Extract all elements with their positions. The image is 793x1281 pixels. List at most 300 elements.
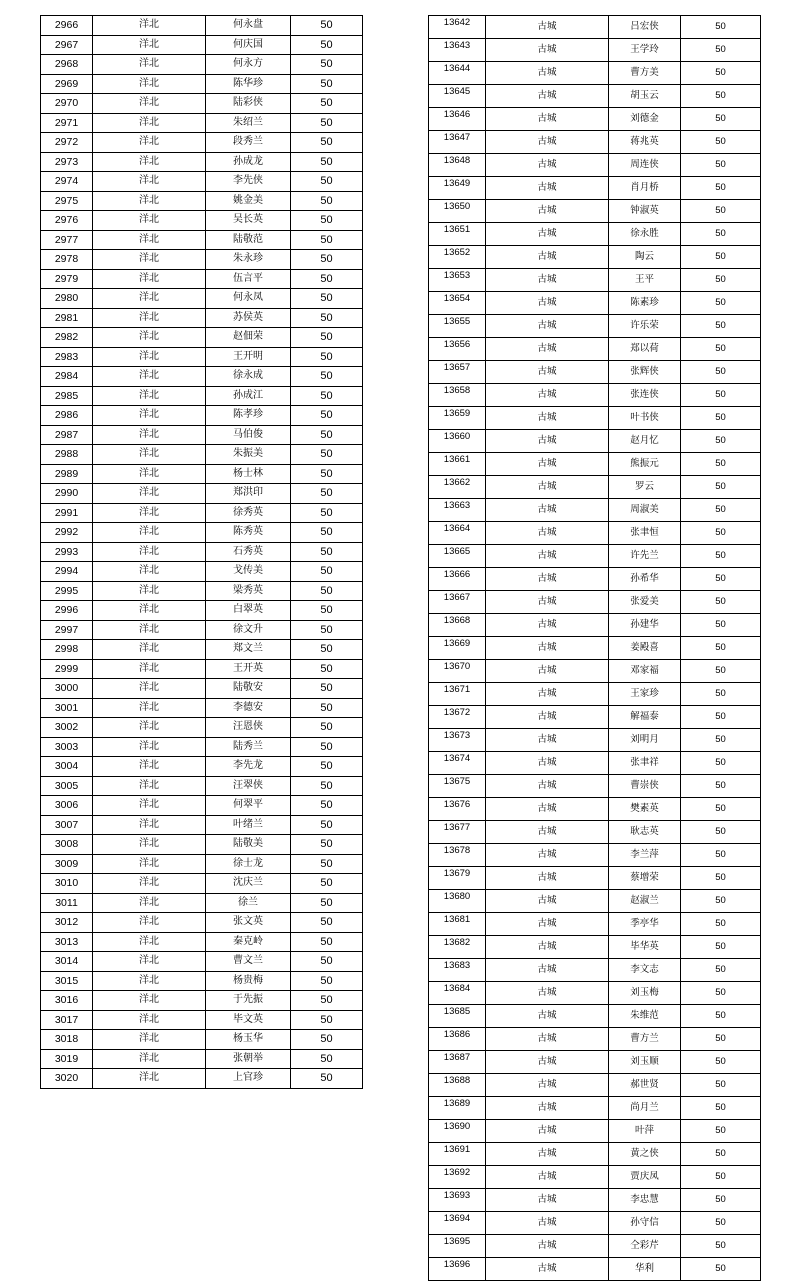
village-cell: 洋北 (93, 289, 206, 309)
person-name-cell: 叶绪兰 (206, 815, 291, 835)
table-row (429, 1143, 761, 1166)
row-id-cell: 3011 (41, 893, 93, 913)
table-row (429, 913, 761, 936)
amount-cell: 50 (681, 959, 761, 982)
village-cell: 古城 (486, 637, 609, 660)
row-id-cell: 3010 (41, 874, 93, 894)
village-cell: 洋北 (93, 952, 206, 972)
village-cell: 古城 (486, 407, 609, 430)
village-cell: 古城 (486, 706, 609, 729)
amount-cell: 50 (681, 39, 761, 62)
village-cell: 古城 (486, 223, 609, 246)
table-row (429, 1189, 761, 1212)
table-row (429, 1097, 761, 1120)
table-row (41, 113, 363, 133)
amount-cell: 50 (291, 152, 363, 172)
table-row (41, 484, 363, 504)
village-cell: 洋北 (93, 484, 206, 504)
table-row (429, 844, 761, 867)
village-cell: 古城 (486, 660, 609, 683)
village-cell: 古城 (486, 545, 609, 568)
table-row (429, 338, 761, 361)
row-id-cell: 3017 (41, 1010, 93, 1030)
person-name-cell: 华利 (609, 1258, 681, 1281)
village-cell: 洋北 (93, 542, 206, 562)
person-name-cell: 徐永胜 (609, 223, 681, 246)
table-row (429, 200, 761, 223)
table-row (41, 601, 363, 621)
person-name-cell: 王学玲 (609, 39, 681, 62)
person-name-cell: 张文英 (206, 913, 291, 933)
person-name-cell: 蔡增荣 (609, 867, 681, 890)
person-name-cell: 苏侯英 (206, 308, 291, 328)
person-name-cell: 吕宏侠 (609, 16, 681, 39)
table-row (429, 821, 761, 844)
row-id-cell: 13646 (429, 108, 486, 131)
table-row (41, 386, 363, 406)
row-id-cell: 2992 (41, 523, 93, 543)
village-cell: 古城 (486, 315, 609, 338)
person-name-cell: 朱维范 (609, 1005, 681, 1028)
row-id-cell: 3004 (41, 757, 93, 777)
village-cell: 古城 (486, 936, 609, 959)
table-row (41, 776, 363, 796)
amount-cell: 50 (681, 246, 761, 269)
amount-cell: 50 (291, 113, 363, 133)
table-row (429, 154, 761, 177)
row-id-cell: 13683 (429, 959, 486, 982)
village-cell: 古城 (486, 729, 609, 752)
table-row (41, 1049, 363, 1069)
amount-cell: 50 (291, 874, 363, 894)
village-cell: 古城 (486, 890, 609, 913)
table-row (429, 867, 761, 890)
village-cell: 洋北 (93, 620, 206, 640)
amount-cell: 50 (681, 545, 761, 568)
amount-cell: 50 (681, 476, 761, 499)
table-row (429, 246, 761, 269)
table-row (429, 292, 761, 315)
row-id-cell: 13693 (429, 1189, 486, 1212)
row-id-cell: 2984 (41, 367, 93, 387)
person-name-cell: 毕华英 (609, 936, 681, 959)
table-row (41, 1010, 363, 1030)
person-name-cell: 伍言平 (206, 269, 291, 289)
person-name-cell: 陶云 (609, 246, 681, 269)
row-id-cell: 3003 (41, 737, 93, 757)
table-row (429, 108, 761, 131)
row-id-cell: 2996 (41, 601, 93, 621)
village-cell: 古城 (486, 1074, 609, 1097)
row-id-cell: 13696 (429, 1258, 486, 1281)
table-row (429, 62, 761, 85)
person-name-cell: 李德安 (206, 698, 291, 718)
amount-cell: 50 (681, 338, 761, 361)
row-id-cell: 13681 (429, 913, 486, 936)
row-id-cell: 13648 (429, 154, 486, 177)
person-name-cell: 孙守信 (609, 1212, 681, 1235)
table-row (41, 445, 363, 465)
village-cell: 洋北 (93, 679, 206, 699)
table-row (429, 591, 761, 614)
person-name-cell: 罗云 (609, 476, 681, 499)
village-cell: 洋北 (93, 191, 206, 211)
amount-cell: 50 (291, 893, 363, 913)
table-row (429, 683, 761, 706)
row-id-cell: 2982 (41, 328, 93, 348)
amount-cell: 50 (681, 223, 761, 246)
row-id-cell: 13667 (429, 591, 486, 614)
amount-cell: 50 (291, 328, 363, 348)
table-row (429, 637, 761, 660)
person-name-cell: 张聿祥 (609, 752, 681, 775)
amount-cell: 50 (291, 347, 363, 367)
row-id-cell: 13691 (429, 1143, 486, 1166)
person-name-cell: 周连侠 (609, 154, 681, 177)
table-row (429, 752, 761, 775)
amount-cell: 50 (291, 308, 363, 328)
amount-cell: 50 (681, 407, 761, 430)
person-name-cell: 肖月桥 (609, 177, 681, 200)
person-name-cell: 蒋兆英 (609, 131, 681, 154)
table-row (41, 347, 363, 367)
row-id-cell: 13663 (429, 499, 486, 522)
village-cell: 古城 (486, 430, 609, 453)
person-name-cell: 王平 (609, 269, 681, 292)
table-row (41, 679, 363, 699)
row-id-cell: 3016 (41, 991, 93, 1011)
village-cell: 古城 (486, 39, 609, 62)
amount-cell: 50 (291, 737, 363, 757)
village-cell: 古城 (486, 821, 609, 844)
row-id-cell: 3005 (41, 776, 93, 796)
row-id-cell: 13662 (429, 476, 486, 499)
table-row (429, 315, 761, 338)
row-id-cell: 13675 (429, 775, 486, 798)
table-row (429, 384, 761, 407)
table-row (429, 269, 761, 292)
village-cell: 古城 (486, 1005, 609, 1028)
village-cell: 洋北 (93, 406, 206, 426)
table-row (429, 890, 761, 913)
table-row (429, 16, 761, 39)
table-row (41, 367, 363, 387)
amount-cell: 50 (681, 1074, 761, 1097)
row-id-cell: 13653 (429, 269, 486, 292)
village-cell: 洋北 (93, 94, 206, 114)
person-name-cell: 黄之侠 (609, 1143, 681, 1166)
amount-cell: 50 (681, 798, 761, 821)
person-name-cell: 陆敬安 (206, 679, 291, 699)
village-cell: 洋北 (93, 874, 206, 894)
row-id-cell: 2974 (41, 172, 93, 192)
amount-cell: 50 (681, 683, 761, 706)
amount-cell: 50 (291, 269, 363, 289)
table-row (41, 94, 363, 114)
person-name-cell: 徐秀英 (206, 503, 291, 523)
row-id-cell: 2969 (41, 74, 93, 94)
row-id-cell: 13645 (429, 85, 486, 108)
person-name-cell: 赵月忆 (609, 430, 681, 453)
village-cell: 洋北 (93, 1030, 206, 1050)
amount-cell: 50 (291, 796, 363, 816)
person-name-cell: 叶书侠 (609, 407, 681, 430)
amount-cell: 50 (681, 361, 761, 384)
table-row (429, 936, 761, 959)
amount-cell: 50 (291, 835, 363, 855)
person-name-cell: 许先兰 (609, 545, 681, 568)
row-id-cell: 2991 (41, 503, 93, 523)
table-row (41, 698, 363, 718)
amount-cell: 50 (291, 1030, 363, 1050)
table-row (429, 407, 761, 430)
row-id-cell: 13694 (429, 1212, 486, 1235)
person-name-cell: 刘玉梅 (609, 982, 681, 1005)
village-cell: 洋北 (93, 464, 206, 484)
table-row (429, 430, 761, 453)
table-row (429, 545, 761, 568)
table-row (41, 74, 363, 94)
row-id-cell: 13678 (429, 844, 486, 867)
village-cell: 洋北 (93, 367, 206, 387)
row-id-cell: 3020 (41, 1069, 93, 1089)
row-id-cell: 13686 (429, 1028, 486, 1051)
village-cell: 古城 (486, 1097, 609, 1120)
village-cell: 洋北 (93, 601, 206, 621)
amount-cell: 50 (681, 154, 761, 177)
village-cell: 洋北 (93, 776, 206, 796)
table-row (41, 874, 363, 894)
row-id-cell: 3001 (41, 698, 93, 718)
person-name-cell: 曹方兰 (609, 1028, 681, 1051)
row-id-cell: 13661 (429, 453, 486, 476)
person-name-cell: 曹方美 (609, 62, 681, 85)
person-name-cell: 仝彩芹 (609, 1235, 681, 1258)
row-id-cell: 2986 (41, 406, 93, 426)
table-row (429, 1212, 761, 1235)
row-id-cell: 2975 (41, 191, 93, 211)
right-roster-table (428, 15, 761, 1281)
row-id-cell: 13688 (429, 1074, 486, 1097)
amount-cell: 50 (291, 562, 363, 582)
table-row (41, 640, 363, 660)
person-name-cell: 邓家福 (609, 660, 681, 683)
person-name-cell: 刘明月 (609, 729, 681, 752)
village-cell: 洋北 (93, 347, 206, 367)
person-name-cell: 张朝举 (206, 1049, 291, 1069)
row-id-cell: 2972 (41, 133, 93, 153)
village-cell: 洋北 (93, 16, 206, 36)
amount-cell: 50 (291, 367, 363, 387)
row-id-cell: 13650 (429, 200, 486, 223)
village-cell: 洋北 (93, 152, 206, 172)
village-cell: 古城 (486, 522, 609, 545)
person-name-cell: 李先侠 (206, 172, 291, 192)
row-id-cell: 2997 (41, 620, 93, 640)
table-row (41, 757, 363, 777)
table-row (429, 361, 761, 384)
village-cell: 古城 (486, 384, 609, 407)
row-id-cell: 2990 (41, 484, 93, 504)
village-cell: 洋北 (93, 211, 206, 231)
row-id-cell: 2966 (41, 16, 93, 36)
table-row (41, 796, 363, 816)
table-row (429, 1028, 761, 1051)
table-row (41, 952, 363, 972)
amount-cell: 50 (291, 425, 363, 445)
table-row (41, 991, 363, 1011)
table-row (41, 718, 363, 738)
village-cell: 古城 (486, 1189, 609, 1212)
person-name-cell: 杨贵梅 (206, 971, 291, 991)
person-name-cell: 孙希华 (609, 568, 681, 591)
person-name-cell: 郑以荷 (609, 338, 681, 361)
row-id-cell: 13659 (429, 407, 486, 430)
village-cell: 洋北 (93, 269, 206, 289)
table-row (429, 982, 761, 1005)
row-id-cell: 2968 (41, 55, 93, 75)
village-cell: 洋北 (93, 133, 206, 153)
village-cell: 古城 (486, 867, 609, 890)
amount-cell: 50 (681, 890, 761, 913)
village-cell: 古城 (486, 361, 609, 384)
row-id-cell: 13671 (429, 683, 486, 706)
village-cell: 古城 (486, 177, 609, 200)
village-cell: 古城 (486, 85, 609, 108)
amount-cell: 50 (681, 614, 761, 637)
table-row (429, 1166, 761, 1189)
row-id-cell: 2971 (41, 113, 93, 133)
person-name-cell: 陈素珍 (609, 292, 681, 315)
amount-cell: 50 (681, 982, 761, 1005)
row-id-cell: 13658 (429, 384, 486, 407)
row-id-cell: 2977 (41, 230, 93, 250)
row-id-cell: 13664 (429, 522, 486, 545)
amount-cell: 50 (291, 971, 363, 991)
village-cell: 古城 (486, 108, 609, 131)
amount-cell: 50 (681, 1235, 761, 1258)
table-row (41, 542, 363, 562)
amount-cell: 50 (291, 230, 363, 250)
village-cell: 洋北 (93, 1049, 206, 1069)
person-name-cell: 白翠英 (206, 601, 291, 621)
amount-cell: 50 (681, 568, 761, 591)
table-row (41, 308, 363, 328)
amount-cell: 50 (291, 1010, 363, 1030)
row-id-cell: 2980 (41, 289, 93, 309)
table-row (41, 133, 363, 153)
row-id-cell: 13668 (429, 614, 486, 637)
table-row (429, 775, 761, 798)
table-row (41, 503, 363, 523)
table-row (429, 499, 761, 522)
row-id-cell: 13649 (429, 177, 486, 200)
person-name-cell: 姚金美 (206, 191, 291, 211)
person-name-cell: 王家珍 (609, 683, 681, 706)
amount-cell: 50 (291, 484, 363, 504)
table-row (41, 854, 363, 874)
row-id-cell: 2983 (41, 347, 93, 367)
row-id-cell: 3007 (41, 815, 93, 835)
amount-cell: 50 (681, 315, 761, 338)
amount-cell: 50 (291, 16, 363, 36)
village-cell: 洋北 (93, 991, 206, 1011)
table-row (429, 706, 761, 729)
row-id-cell: 13652 (429, 246, 486, 269)
amount-cell: 50 (291, 406, 363, 426)
village-cell: 洋北 (93, 172, 206, 192)
amount-cell: 50 (681, 1166, 761, 1189)
person-name-cell: 陆彩侠 (206, 94, 291, 114)
row-id-cell: 3008 (41, 835, 93, 855)
table-row (429, 1074, 761, 1097)
village-cell: 古城 (486, 131, 609, 154)
table-row (41, 523, 363, 543)
person-name-cell: 姜殿喜 (609, 637, 681, 660)
amount-cell: 50 (291, 1049, 363, 1069)
amount-cell: 50 (291, 55, 363, 75)
row-id-cell: 13665 (429, 545, 486, 568)
amount-cell: 50 (291, 620, 363, 640)
person-name-cell: 张聿恒 (609, 522, 681, 545)
village-cell: 洋北 (93, 659, 206, 679)
row-id-cell: 13674 (429, 752, 486, 775)
row-id-cell: 13644 (429, 62, 486, 85)
table-row (429, 453, 761, 476)
amount-cell: 50 (291, 601, 363, 621)
person-name-cell: 熊振元 (609, 453, 681, 476)
row-id-cell: 13692 (429, 1166, 486, 1189)
person-name-cell: 徐永成 (206, 367, 291, 387)
village-cell: 洋北 (93, 562, 206, 582)
village-cell: 洋北 (93, 796, 206, 816)
village-cell: 洋北 (93, 1069, 206, 1089)
person-name-cell: 胡玉云 (609, 85, 681, 108)
amount-cell: 50 (291, 172, 363, 192)
person-name-cell: 孙建华 (609, 614, 681, 637)
amount-cell: 50 (681, 269, 761, 292)
person-name-cell: 何永方 (206, 55, 291, 75)
amount-cell: 50 (681, 292, 761, 315)
person-name-cell: 徐文升 (206, 620, 291, 640)
person-name-cell: 赵淑兰 (609, 890, 681, 913)
village-cell: 洋北 (93, 854, 206, 874)
row-id-cell: 3015 (41, 971, 93, 991)
table-row (41, 328, 363, 348)
row-id-cell: 13660 (429, 430, 486, 453)
village-cell: 洋北 (93, 55, 206, 75)
amount-cell: 50 (291, 776, 363, 796)
table-row (429, 1120, 761, 1143)
village-cell: 洋北 (93, 74, 206, 94)
village-cell: 洋北 (93, 640, 206, 660)
amount-cell: 50 (291, 250, 363, 270)
row-id-cell: 13670 (429, 660, 486, 683)
row-id-cell: 13695 (429, 1235, 486, 1258)
person-name-cell: 刘玉顺 (609, 1051, 681, 1074)
village-cell: 古城 (486, 338, 609, 361)
row-id-cell: 13676 (429, 798, 486, 821)
village-cell: 洋北 (93, 250, 206, 270)
person-name-cell: 李忠慧 (609, 1189, 681, 1212)
table-row (41, 211, 363, 231)
amount-cell: 50 (291, 523, 363, 543)
table-row (41, 172, 363, 192)
table-row (41, 289, 363, 309)
person-name-cell: 段秀兰 (206, 133, 291, 153)
table-row (429, 660, 761, 683)
table-row (41, 1030, 363, 1050)
